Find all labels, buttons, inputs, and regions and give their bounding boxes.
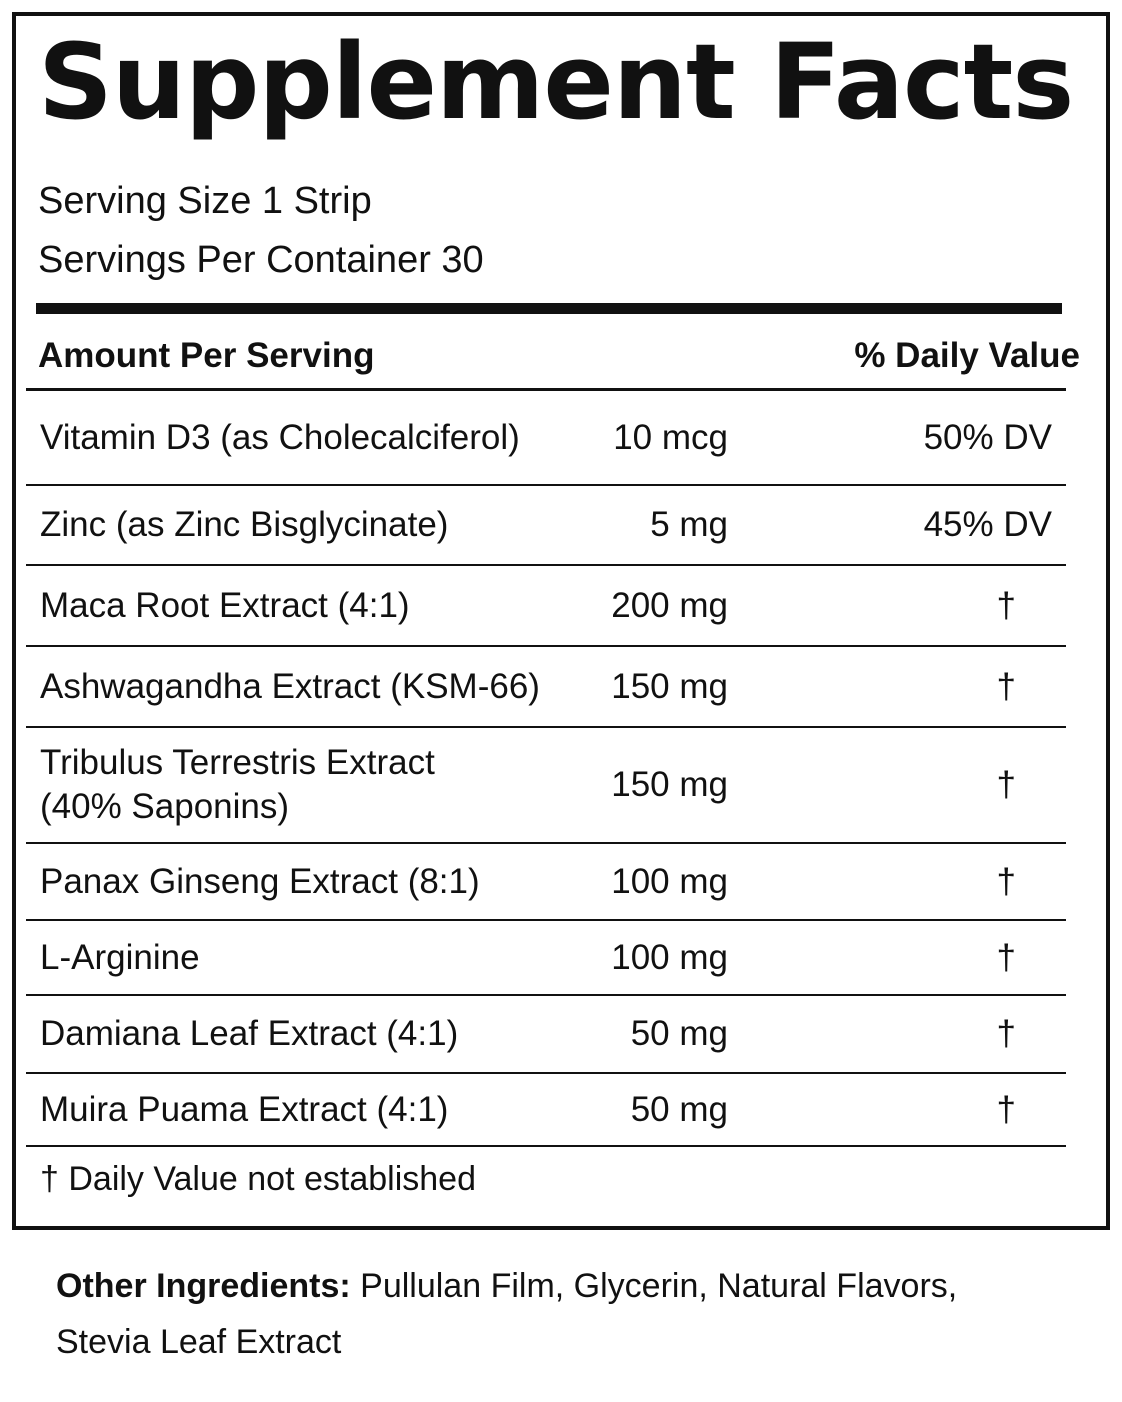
ingredient-daily-value: † (996, 585, 1016, 625)
table-row (26, 1074, 1066, 1147)
ingredient-name: Ashwagandha Extract (KSM-66) (40, 666, 540, 706)
ingredient-name: Panax Ginseng Extract (8:1) (40, 861, 480, 901)
ingredient-amount: 50 mg (630, 1089, 728, 1129)
ingredient-name: Tribulus Terrestris Extract (40% Saponins) (40, 743, 435, 826)
table-row (26, 647, 1066, 728)
ingredient-amount: 10 mcg (613, 417, 728, 457)
ingredient-amount: 100 mg (611, 861, 728, 901)
ingredient-name: Maca Root Extract (4:1) (40, 585, 410, 625)
other-ingredients (56, 1258, 1056, 1370)
serving-size: Serving Size 1 Strip (38, 180, 372, 222)
ingredient-daily-value: 45% DV (923, 505, 1052, 544)
table-row (26, 996, 1066, 1074)
other-ingredients-label: Other Ingredients: (56, 1267, 351, 1305)
ingredient-name: Vitamin D3 (as Cholecalciferol) (40, 417, 520, 457)
ingredient-daily-value: † (996, 666, 1016, 706)
table-header (38, 331, 1080, 381)
ingredient-daily-value: † (996, 1089, 1016, 1129)
table-row (26, 391, 1066, 486)
amount-per-serving-header: Amount Per Serving (38, 336, 375, 375)
ingredient-daily-value: † (996, 861, 1016, 901)
other-ingredients-line2: Stevia Leaf Extract (56, 1323, 342, 1361)
ingredient-name: Muira Puama Extract (4:1) (40, 1089, 449, 1129)
ingredient-daily-value: † (996, 765, 1016, 804)
ingredient-amount: 200 mg (611, 585, 728, 625)
ingredient-amount: 150 mg (611, 765, 728, 804)
servings-per-container: Servings Per Container 30 (38, 239, 484, 281)
ingredient-name: L-Arginine (40, 937, 200, 977)
table-row (26, 844, 1066, 921)
panel-title: Supplement Facts (38, 21, 1074, 143)
thick-divider (36, 303, 1062, 314)
table-row (26, 486, 1066, 566)
table-row (26, 728, 1066, 844)
ingredient-name: Zinc (as Zinc Bisglycinate) (40, 505, 449, 544)
ingredient-daily-value: 50% DV (923, 417, 1052, 457)
other-ingredients-line1: Pullulan Film, Glycerin, Natural Flavors, (350, 1267, 958, 1305)
daily-value-header: % Daily Value (854, 336, 1080, 375)
ingredient-amount: 150 mg (611, 666, 728, 706)
ingredient-daily-value: † (996, 1014, 1016, 1053)
table-row (26, 921, 1066, 996)
footnote: † Daily Value not established (40, 1160, 476, 1198)
ingredient-name: Damiana Leaf Extract (4:1) (40, 1014, 459, 1053)
ingredient-amount: 5 mg (650, 505, 728, 544)
table-row (26, 566, 1066, 647)
ingredient-amount: 50 mg (630, 1014, 728, 1053)
ingredient-daily-value: † (996, 937, 1016, 977)
ingredient-amount: 100 mg (611, 937, 728, 977)
ingredient-table (26, 391, 1066, 1147)
